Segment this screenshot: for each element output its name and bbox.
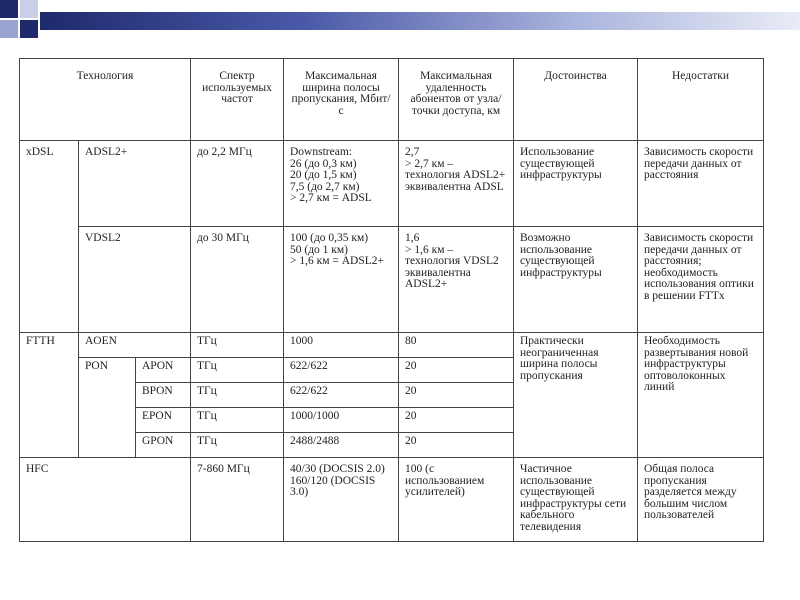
table-row <box>20 333 764 358</box>
bandwidth-cell: 100 (до 0,35 км) 50 (до 1 км) > 1,6 км = ADSL2+ <box>284 227 399 333</box>
disadvantages-cell: Зависимость скорости передачи данных от расстояния <box>638 141 764 227</box>
distance-cell: 20 <box>399 358 514 383</box>
pon-label: PON <box>79 358 136 458</box>
distance-cell: 2,7 > 2,7 км – технология ADSL2+ эквивалентна ADSL <box>399 141 514 227</box>
tech-name: AOEN <box>79 333 191 358</box>
distance-cell: 20 <box>399 408 514 433</box>
group-xdsl: xDSL <box>20 141 79 333</box>
disadvantages-cell: Общая полоса пропускания разделяется между большим числом пользователей <box>638 458 764 542</box>
slide-decoration <box>0 0 800 40</box>
disadvantages-cell: Зависимость скорости передачи данных от расстояния; необходимость использования оптики в решении FTTx <box>638 227 764 333</box>
distance-cell: 100 (с использованием усилителей) <box>399 458 514 542</box>
table-row <box>20 458 764 542</box>
spectrum-cell: ТГц <box>191 358 284 383</box>
bandwidth-cell: 40/30 (DOCSIS 2.0) 160/120 (DOCSIS 3.0) <box>284 458 399 542</box>
advantages-cell: Использование существующей инфраструктуры <box>514 141 638 227</box>
distance-cell: 20 <box>399 433 514 458</box>
spectrum-cell: ТГц <box>191 408 284 433</box>
spectrum-cell: ТГц <box>191 383 284 408</box>
group-ftth: FTTH <box>20 333 79 458</box>
tech-name: ADSL2+ <box>79 141 191 227</box>
header-advantages: Достоинства <box>514 59 638 141</box>
tech-name: VDSL2 <box>79 227 191 333</box>
spectrum-cell: ТГц <box>191 433 284 458</box>
spectrum-cell: до 30 МГц <box>191 227 284 333</box>
header-disadvantages: Недостатки <box>638 59 764 141</box>
spectrum-cell: ТГц <box>191 333 284 358</box>
tech-name: BPON <box>136 383 191 408</box>
decor-square <box>0 20 18 38</box>
decor-square <box>20 20 38 38</box>
disadvantages-cell: Необходимость развертывания новой инфраструктуры оптоволоконных линий <box>638 333 764 458</box>
bandwidth-cell: 2488/2488 <box>284 433 399 458</box>
advantages-cell: Практически неограниченная ширина полосы пропускания <box>514 333 638 458</box>
tech-name: EPON <box>136 408 191 433</box>
bandwidth-cell: 622/622 <box>284 358 399 383</box>
header-technology: Технология <box>20 59 191 141</box>
distance-cell: 1,6 > 1,6 км – технология VDSL2 эквивалентна ADSL2+ <box>399 227 514 333</box>
distance-cell: 80 <box>399 333 514 358</box>
distance-cell: 20 <box>399 383 514 408</box>
table-row <box>20 141 764 227</box>
header-spectrum: Спектр используемых частот <box>191 59 284 141</box>
spectrum-cell: до 2,2 МГц <box>191 141 284 227</box>
spectrum-cell: 7-860 МГц <box>191 458 284 542</box>
advantages-cell: Частичное использование существующей инфраструктуры сети кабельного телевидения <box>514 458 638 542</box>
bandwidth-cell: Downstream: 26 (до 0,3 км) 20 (до 1,5 км) 7,5 (до 2,7 км) > 2,7 км = ADSL <box>284 141 399 227</box>
header-gradient-bar <box>40 12 800 30</box>
bandwidth-cell: 1000 <box>284 333 399 358</box>
table-row <box>20 227 764 333</box>
table-header-row <box>20 59 764 141</box>
header-bandwidth: Максимальная ширина полосы пропускания, Мбит/с <box>284 59 399 141</box>
bandwidth-cell: 1000/1000 <box>284 408 399 433</box>
decor-square <box>20 0 38 18</box>
tech-name: APON <box>136 358 191 383</box>
technology-comparison-table <box>19 58 764 542</box>
tech-name: GPON <box>136 433 191 458</box>
header-distance: Максимальная удаленность абонентов от узла/точки доступа, км <box>399 59 514 141</box>
group-hfc: HFC <box>20 458 191 542</box>
bandwidth-cell: 622/622 <box>284 383 399 408</box>
advantages-cell: Возможно использование существующей инфраструктуры <box>514 227 638 333</box>
decor-square <box>0 0 18 18</box>
